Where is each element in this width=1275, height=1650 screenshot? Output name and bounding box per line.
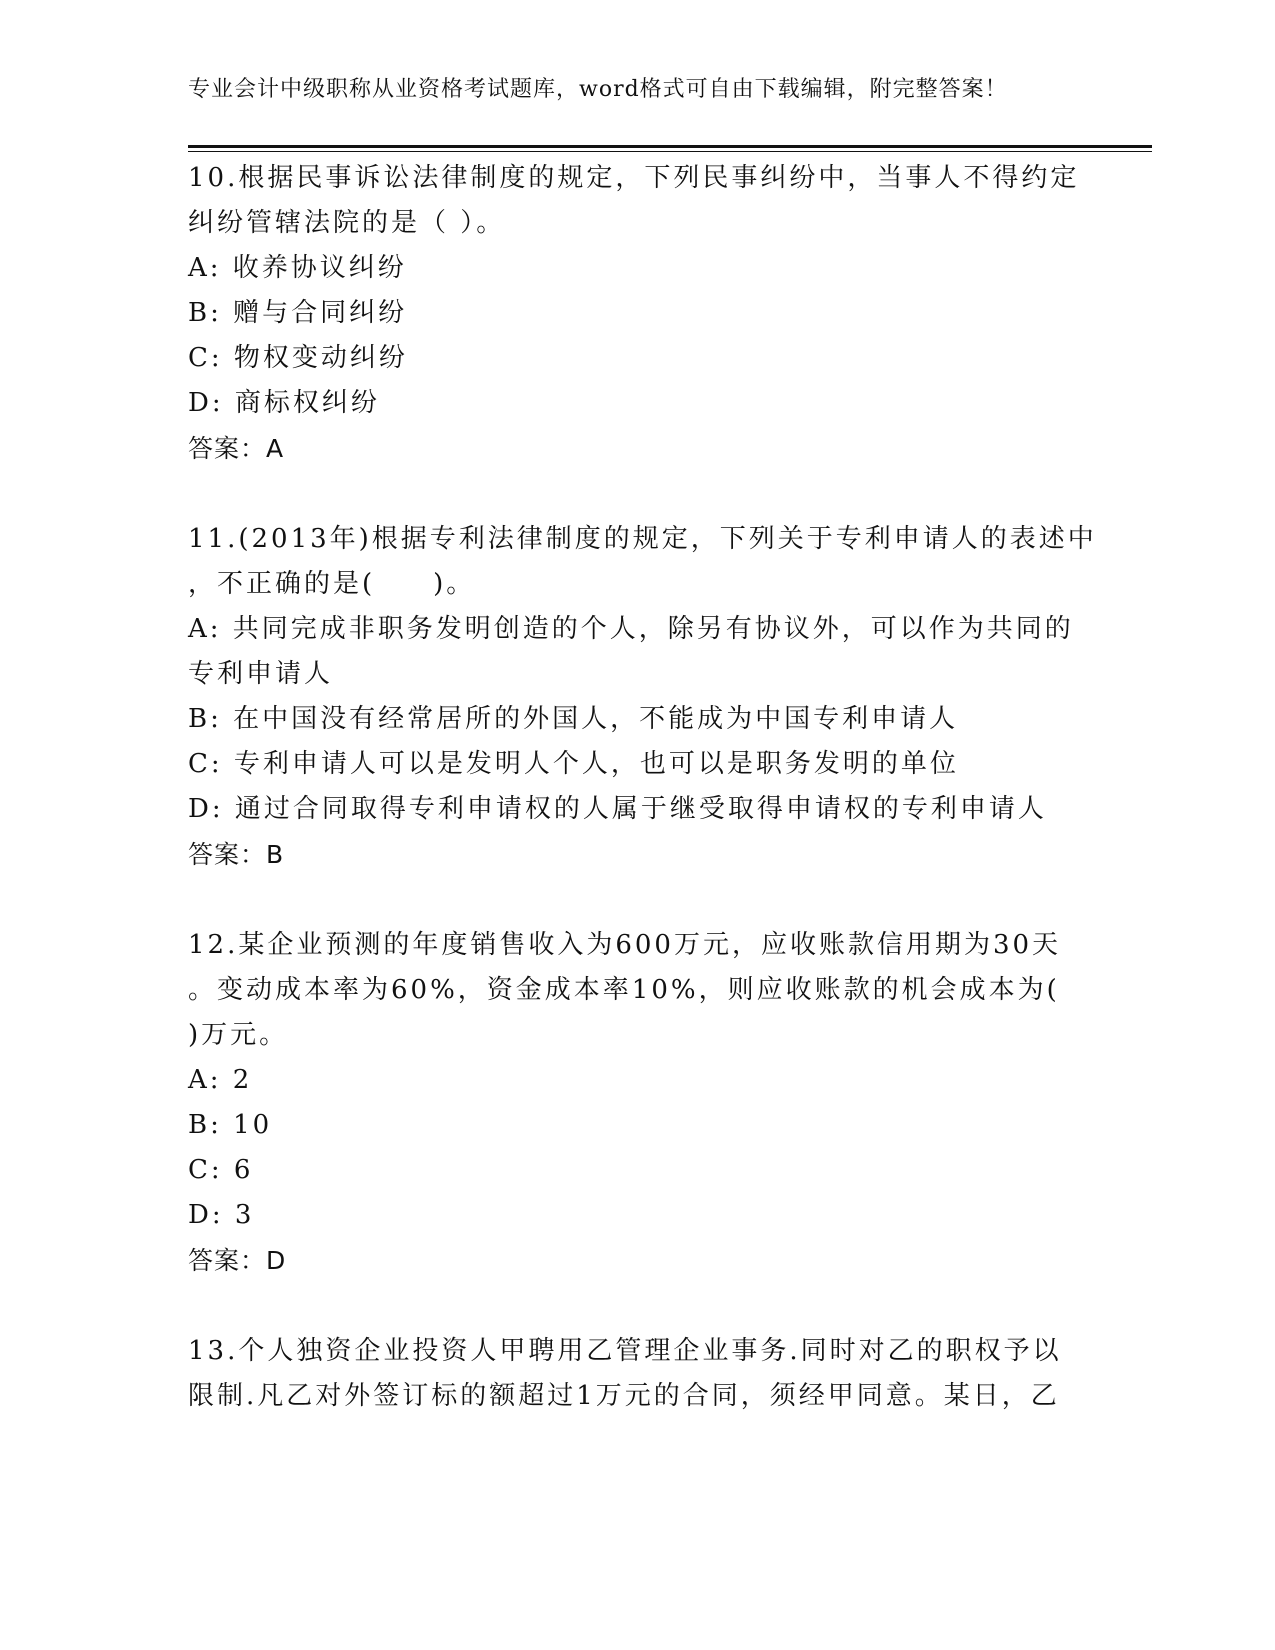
page-header: 专业会计中级职称从业资格考试题库，word格式可自由下载编辑，附完整答案！ [188,77,1008,102]
header-divider-thick [188,145,1152,148]
question-10 [188,156,1088,471]
answer: 答案：A [188,434,285,463]
option-d: D: 3 [188,1200,255,1230]
option-c: C: 专利申请人可以是发明人个人，也可以是职务发明的单位 [188,749,959,779]
option-b: B: 赠与合同纠纷 [188,298,408,328]
question-stem-line: ，不正确的是( )。 [188,569,476,599]
option-a-continued: 专利申请人 [188,659,334,689]
question-stem-line: )万元。 [188,1020,289,1050]
question-13 [188,1329,1088,1419]
question-11 [188,517,1097,877]
header-divider-thin [188,151,1152,152]
option-d: D: 通过合同取得专利申请权的人属于继受取得申请权的专利申请人 [188,794,1047,824]
option-b: B: 10 [188,1110,273,1140]
question-stem-line: 12.某企业预测的年度销售收入为600万元，应收账款信用期为30天 [188,930,1062,960]
question-list [188,156,1097,1419]
question-stem-line: 11.(2013年)根据专利法律制度的规定，下列关于专利申请人的表述中 [188,524,1097,554]
option-a: A: 收养协议纠纷 [188,253,407,283]
option-c: C: 6 [188,1155,254,1185]
question-stem-line: 限制.凡乙对外签订标的额超过1万元的合同，须经甲同意。某日，乙 [188,1381,1060,1411]
question-12 [188,923,1088,1283]
option-b: B: 在中国没有经常居所的外国人，不能成为中国专利申请人 [188,704,959,734]
option-a: A: 共同完成非职务发明创造的个人，除另有协议外，可以作为共同的 [188,614,1074,644]
question-stem-line: 13.个人独资企业投资人甲聘用乙管理企业事务.同时对乙的职权予以 [188,1336,1062,1366]
answer: 答案：D [188,1246,287,1275]
option-c: C: 物权变动纠纷 [188,343,408,373]
question-stem-line: 。变动成本率为60%，资金成本率10%，则应收账款的机会成本为( [188,975,1060,1005]
question-stem-line: 纠纷管辖法院的是（ ）。 [188,208,506,238]
option-d: D: 商标权纠纷 [188,388,380,418]
question-stem-line: 10.根据民事诉讼法律制度的规定，下列民事纠纷中，当事人不得约定 [188,163,1080,193]
answer: 答案：B [188,840,285,869]
option-a: A: 2 [188,1065,253,1095]
